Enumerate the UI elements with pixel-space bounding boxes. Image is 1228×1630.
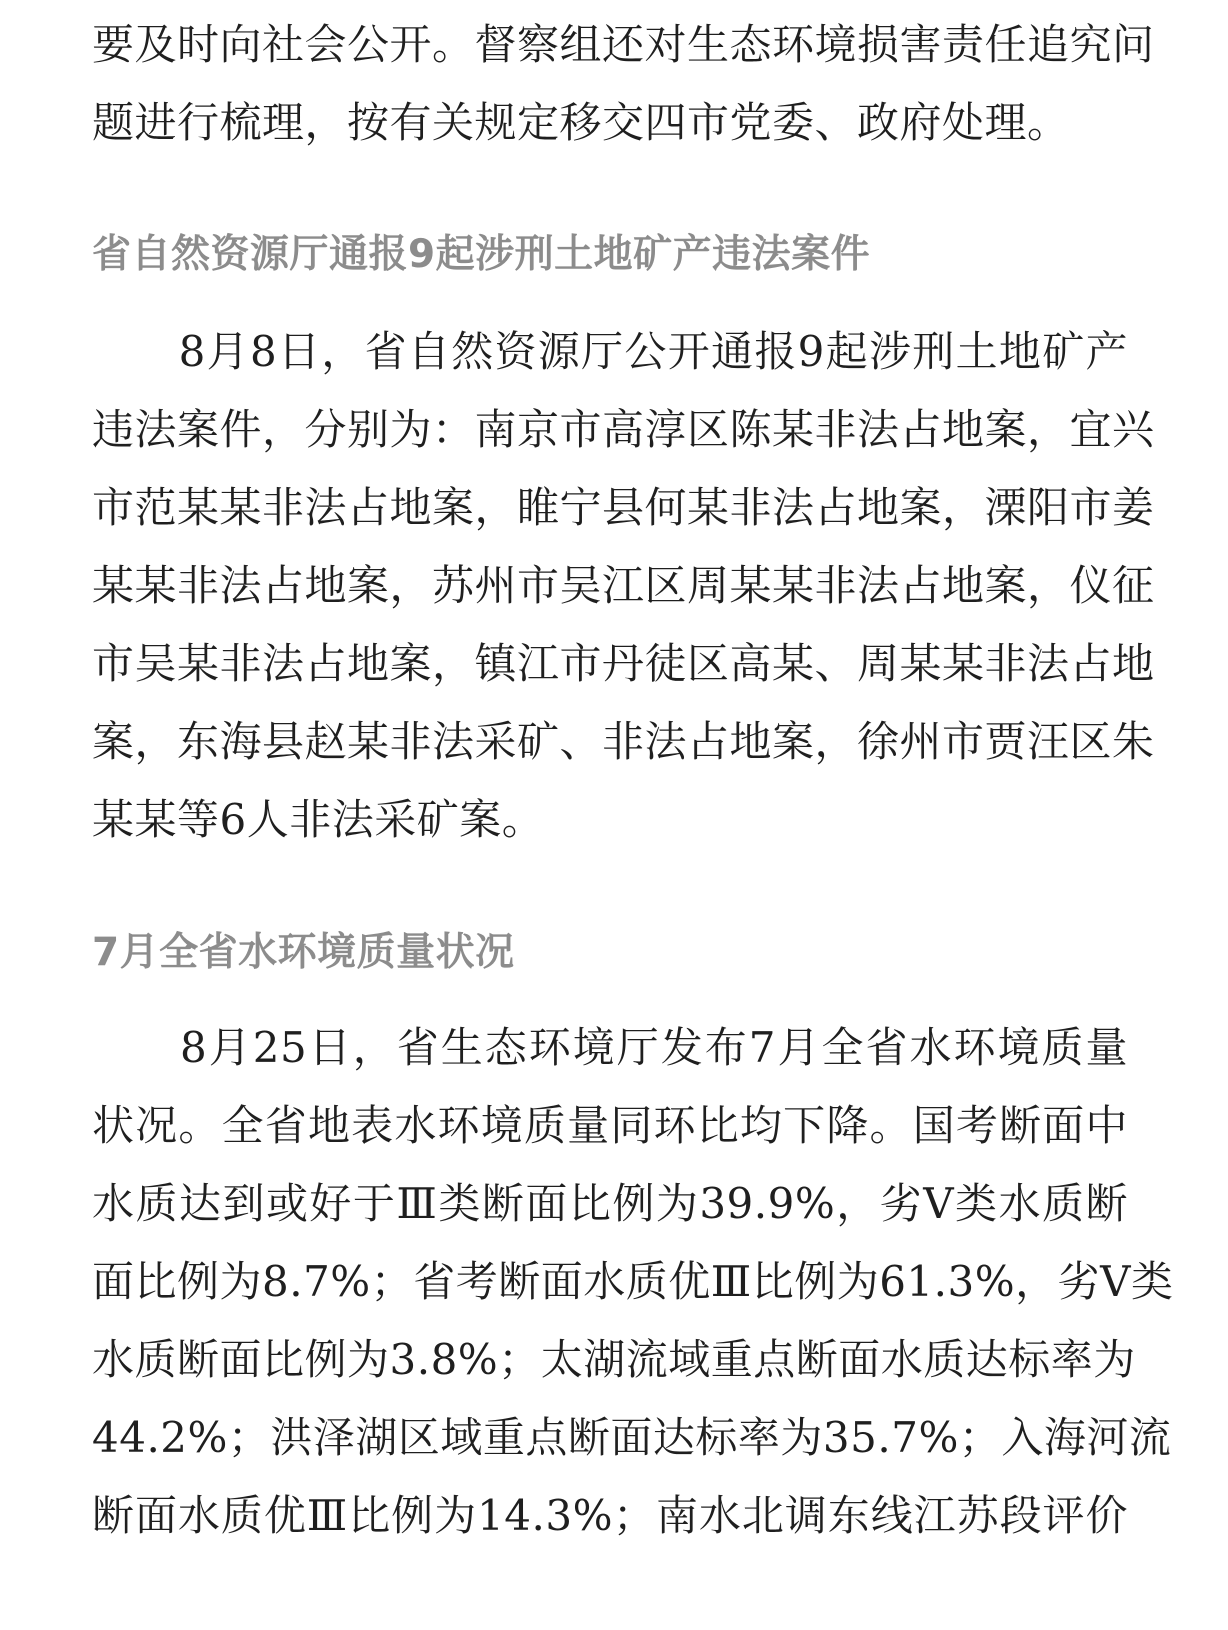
section-heading-land-mineral-cases: 省自然资源厅通报9起涉刑土地矿产违法案件 [92, 232, 871, 277]
paragraph-2-line-3: 市范某某非法占地案，睢宁县何某非法占地案，溧阳市姜 [92, 483, 1155, 532]
paragraph-3-line-4: 面比例为8.7%；省考断面水质优Ⅲ比例为61.3%，劣Ⅴ类 [92, 1257, 1174, 1306]
paragraph-2-line-4: 某某非法占地案，苏州市吴江区周某某非法占地案，仪征 [92, 561, 1155, 610]
paragraph-2-line-5: 市吴某非法占地案，镇江市丹徒区高某、周某某非法占地 [92, 639, 1155, 688]
paragraph-3-line-5: 水质断面比例为3.8%；太湖流域重点断面水质达标率为 [92, 1335, 1136, 1384]
paragraph-3-line-2: 状况。全省地表水环境质量同环比均下降。国考断面中 [92, 1101, 1128, 1150]
paragraph-3-line-6: 44.2%；洪泽湖区域重点断面达标率为35.7%；入海河流 [92, 1413, 1172, 1462]
paragraph-1-line-2: 题进行梳理，按有关规定移交四市党委、政府处理。 [92, 98, 1070, 147]
paragraph-1-line-1: 要及时向社会公开。督察组还对生态环境损害责任追究问 [92, 20, 1155, 69]
paragraph-2-line-6: 案，东海县赵某非法采矿、非法占地案，徐州市贾汪区朱 [92, 717, 1155, 766]
paragraph-2-line-2: 违法案件，分别为：南京市高淳区陈某非法占地案，宜兴 [92, 405, 1155, 454]
section-heading-water-quality: 7月全省水环境质量状况 [92, 930, 515, 975]
paragraph-3-line-7: 断面水质优Ⅲ比例为14.3%；南水北调东线江苏段评价 [92, 1491, 1128, 1540]
paragraph-2-line-1: 8月8日，省自然资源厅公开通报9起涉刑土地矿产 [92, 327, 1128, 376]
paragraph-3-line-1: 8月25日，省生态环境厅发布7月全省水环境质量 [92, 1023, 1128, 1072]
paragraph-3-line-3: 水质达到或好于Ⅲ类断面比例为39.9%，劣Ⅴ类水质断 [92, 1179, 1128, 1228]
paragraph-2-line-7: 某某等6人非法采矿案。 [92, 795, 545, 844]
